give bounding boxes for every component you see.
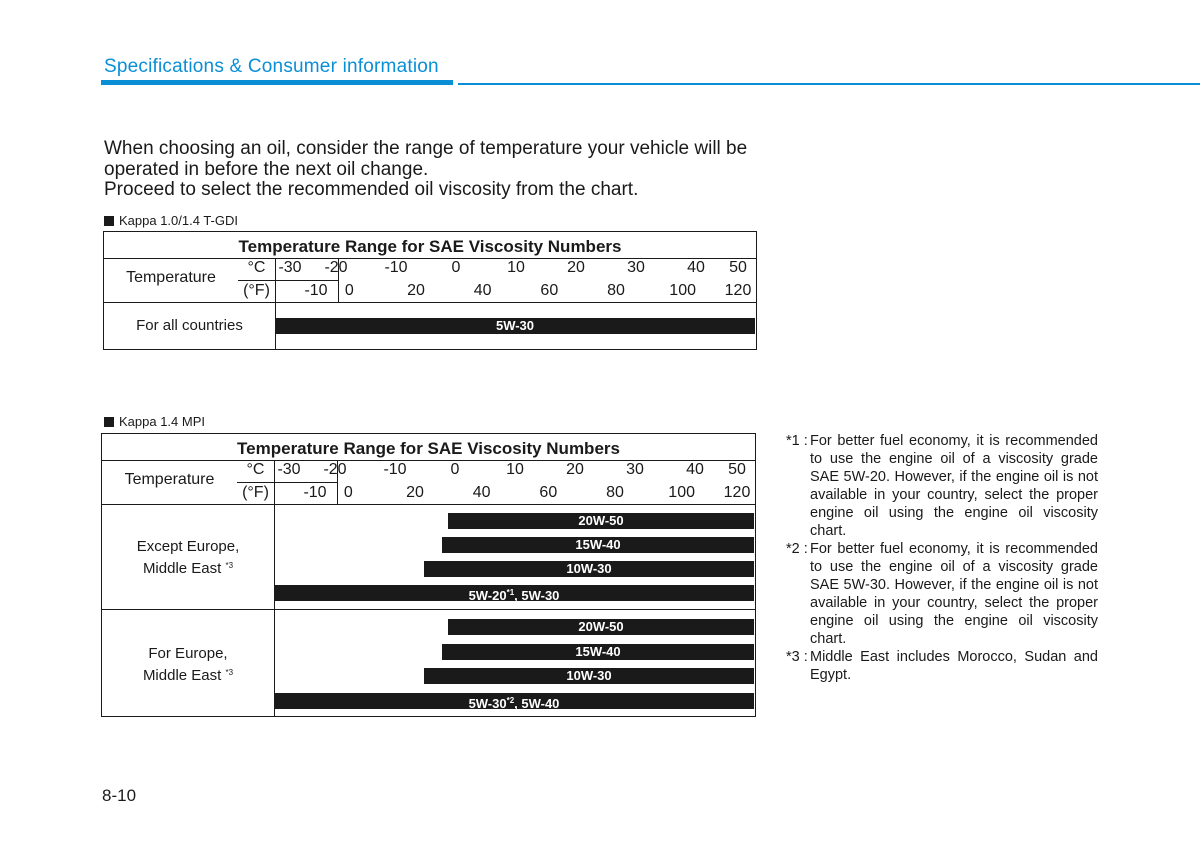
tick-label-fahrenheit: 0	[343, 484, 353, 501]
row-label-all-countries: For all countries	[136, 317, 243, 334]
tick-label-fahrenheit: 120	[724, 282, 752, 299]
tick-label-celsius: -20	[323, 461, 347, 478]
tick-label-celsius: 30	[626, 461, 644, 478]
unit-fahrenheit: (°F)	[242, 484, 269, 501]
footnotes	[786, 432, 1098, 684]
intro-text	[104, 139, 784, 201]
tick-label-celsius: 50	[728, 461, 746, 478]
viscosity-bar: 20W-50	[448, 619, 754, 635]
viscosity-bar: 5W-30$^{*2}$, 5W-40	[274, 693, 754, 709]
footnote-3: *3 : Middle East includes Morocco, Sudan and Egypt.	[786, 649, 1098, 683]
tick-label-fahrenheit: 0	[344, 282, 354, 299]
table-title: Temperature Range for SAE Viscosity Numbers	[238, 237, 622, 256]
tick-label-fahrenheit: 80	[606, 484, 624, 501]
tick-label-celsius: 20	[566, 461, 584, 478]
tick-label-celsius: -10	[384, 259, 408, 276]
viscosity-bar: 10W-30	[424, 668, 754, 684]
tick-label-celsius: 50	[729, 259, 747, 276]
tick-label-fahrenheit: 20	[406, 484, 424, 501]
table1-label: Kappa 1.0/1.4 T-GDI	[104, 213, 238, 228]
tick-label-celsius: 10	[507, 259, 525, 276]
unit-celsius: °C	[247, 259, 266, 276]
viscosity-table-kappa-mpi	[101, 433, 756, 717]
square-bullet-icon	[104, 417, 114, 427]
section-title: Specifications & Consumer information	[104, 56, 439, 77]
tick-label-fahrenheit: 60	[540, 282, 559, 299]
viscosity-bar: 15W-40	[442, 537, 754, 553]
tick-label-fahrenheit: 40	[472, 484, 491, 501]
tick-label-celsius: 30	[627, 259, 645, 276]
row-label-except-europe: Except Europe, Middle East $^{*3}$	[136, 538, 240, 577]
tick-label-fahrenheit: 40	[473, 282, 492, 299]
header-rule-thick	[101, 80, 453, 85]
tick-label-fahrenheit: -10	[303, 484, 327, 501]
tick-label-celsius: 10	[506, 461, 524, 478]
tick-label-fahrenheit: -10	[304, 282, 328, 299]
footnote-2: *2 : For better fuel economy, it is recommended to use the engine oil of a viscosity grade SAE 5W-30. However, if the engine oil is not available in your country, select the proper engine oil using the engine oil viscosity chart.	[786, 541, 1098, 647]
tick-label-celsius: -30	[277, 461, 301, 478]
tick-label-fahrenheit: 100	[668, 484, 695, 501]
tick-label-celsius: 20	[567, 259, 585, 276]
tick-label-celsius: -30	[278, 259, 302, 276]
footnote-1: *1 : For better fuel economy, it is recommended to use the engine oil of a viscosity grade SAE 5W-20. However, if the engine oil is not available in your country, select the proper engine oil using the engine oil viscosity chart.	[786, 433, 1098, 539]
unit-celsius: °C	[246, 461, 265, 478]
header-rule-thin	[458, 83, 1200, 85]
viscosity-bar: 5W-30	[275, 318, 755, 334]
tick-label-fahrenheit: 80	[607, 282, 625, 299]
tick-label-celsius: -10	[383, 461, 407, 478]
viscosity-table-kappa-tgdi	[103, 231, 757, 350]
tick-label-fahrenheit: 20	[407, 282, 425, 299]
tick-label-celsius: 0	[451, 259, 461, 276]
intro-paragraph-2: Proceed to select the recommended oil viscosity from the chart.	[104, 179, 639, 200]
temperature-label: Temperature	[124, 471, 215, 488]
unit-fahrenheit: (°F)	[243, 282, 270, 299]
tick-label-fahrenheit: 60	[539, 484, 558, 501]
viscosity-bar: 5W-20$^{*1}$, 5W-30	[274, 585, 754, 601]
page-number: 8-10	[102, 786, 137, 805]
intro-paragraph-1: When choosing an oil, consider the range of temperature your vehicle will be operated in before the next oil change.	[104, 138, 748, 180]
row-label-europe: For Europe, Middle East $^{*3}$	[142, 645, 234, 684]
tick-label-fahrenheit: 120	[723, 484, 751, 501]
tick-label-celsius: -20	[324, 259, 348, 276]
tick-label-celsius: 40	[686, 461, 704, 478]
square-bullet-icon	[104, 216, 114, 226]
table2-label: Kappa 1.4 MPI	[104, 414, 205, 429]
tick-label-celsius: 40	[687, 259, 705, 276]
table-title: Temperature Range for SAE Viscosity Numbers	[237, 439, 620, 458]
tick-label-celsius: 0	[450, 461, 460, 478]
viscosity-bar: 10W-30	[424, 561, 754, 577]
viscosity-bar: 20W-50	[448, 513, 754, 529]
viscosity-bar: 15W-40	[442, 644, 754, 660]
tick-label-fahrenheit: 100	[669, 282, 696, 299]
temperature-label: Temperature	[126, 269, 216, 286]
